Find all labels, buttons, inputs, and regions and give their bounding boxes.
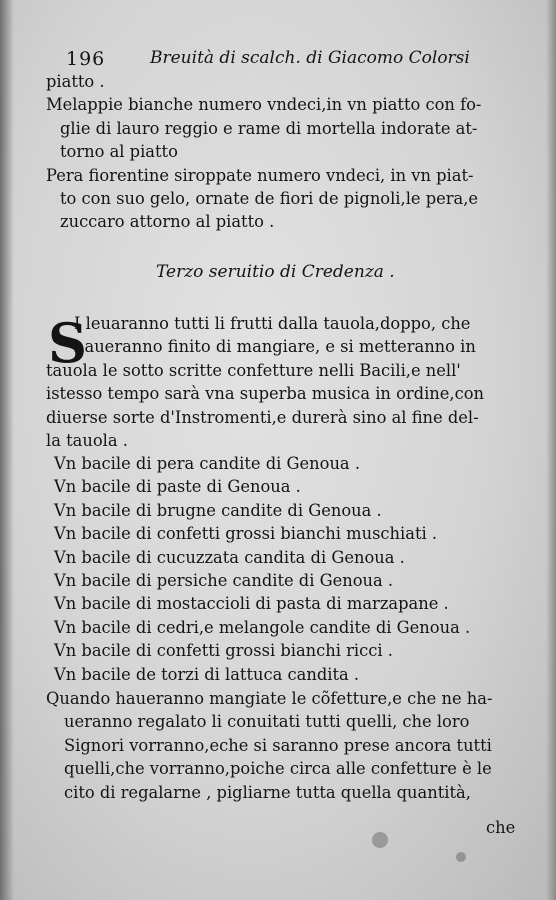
- ink-spot: [372, 832, 388, 848]
- list-item: Vn bacile di cucuzzata candita di Genoua .: [54, 547, 405, 567]
- section-title: Terzo seruitio di Credenza .: [156, 262, 395, 282]
- text-line: istesso tempo sarà vna superba musica in ordine,con: [46, 384, 484, 404]
- list-item: Vn bacile di paste di Genoua .: [54, 477, 301, 497]
- list-item: Vn bacile di confetti grossi bianchi ricci .: [54, 641, 393, 661]
- closing-paragraph: [46, 687, 536, 804]
- drop-cap: S: [48, 311, 87, 375]
- text-line: zuccaro attorno al piatto .: [60, 212, 275, 232]
- text-line: cito di regalarne , pigliarne tutta quella quantità,: [64, 782, 471, 802]
- page-gutter-shadow: [0, 0, 14, 900]
- text-line: torno al piatto: [60, 142, 178, 162]
- text-line: I leuaranno tutti li frutti dalla tauola,doppo, che: [74, 314, 471, 333]
- page-number: 196: [66, 48, 106, 70]
- text-line: glie di lauro reggio e rame di mortella indorate at-: [60, 118, 478, 138]
- bacile-list: [46, 452, 536, 686]
- text-line: la tauola .: [46, 430, 128, 450]
- text-line: ueranno regalato li conuitati tutti quelli, che loro: [64, 712, 470, 732]
- section-heading: [46, 262, 536, 292]
- page-edge-shadow: [546, 0, 556, 900]
- text-line: Signori vorranno,eche si saranno prese ancora tutti: [64, 735, 492, 755]
- list-item: Vn bacile di brugne candite di Genoua .: [54, 500, 382, 520]
- list-item: Vn bacile di persiche candite di Genoua .: [54, 570, 394, 590]
- ink-spot: [456, 852, 466, 862]
- text-line: tauola le sotto scritte confetture nelli Bacili,e nell': [46, 360, 461, 380]
- running-head: Breuità di scalch. di Giacomo Colorsi: [150, 48, 470, 68]
- text-line: haueranno finito di mangiare, e si metteranno in: [74, 337, 476, 357]
- list-item: Vn bacile de torzi di lattuca candita .: [54, 664, 360, 684]
- first-paragraphs: [46, 70, 536, 234]
- text-line: Melappie bianche numero vndeci,in vn piatto con fo-: [46, 95, 482, 115]
- text-line: piatto .: [46, 72, 105, 91]
- catchword: che: [486, 818, 516, 837]
- text-line: quelli,che vorranno,poiche circa alle confetture è le: [64, 759, 492, 779]
- list-item: Vn bacile di confetti grossi bianchi muschiati .: [54, 524, 438, 544]
- text-line: to con suo gelo, ornate de fiori de pignoli,le pera,e: [60, 188, 479, 208]
- list-item: Vn bacile di cedri,e melangole candite di Genoua .: [54, 617, 471, 637]
- text-line: Quando haueranno mangiate le cõfetture,e che ne ha-: [46, 689, 493, 708]
- page-header: [66, 40, 536, 70]
- list-item: Vn bacile di pera candite di Genoua .: [54, 454, 360, 473]
- list-item: Vn bacile di mostaccioli di pasta di marzapane .: [54, 594, 449, 614]
- text-line: Pera fiorentine siroppate numero vndeci, in vn piat-: [46, 165, 474, 185]
- service-paragraph: [46, 312, 536, 452]
- text-line: diuerse sorte d'Instromenti,e durerà sino al fine del-: [46, 407, 479, 427]
